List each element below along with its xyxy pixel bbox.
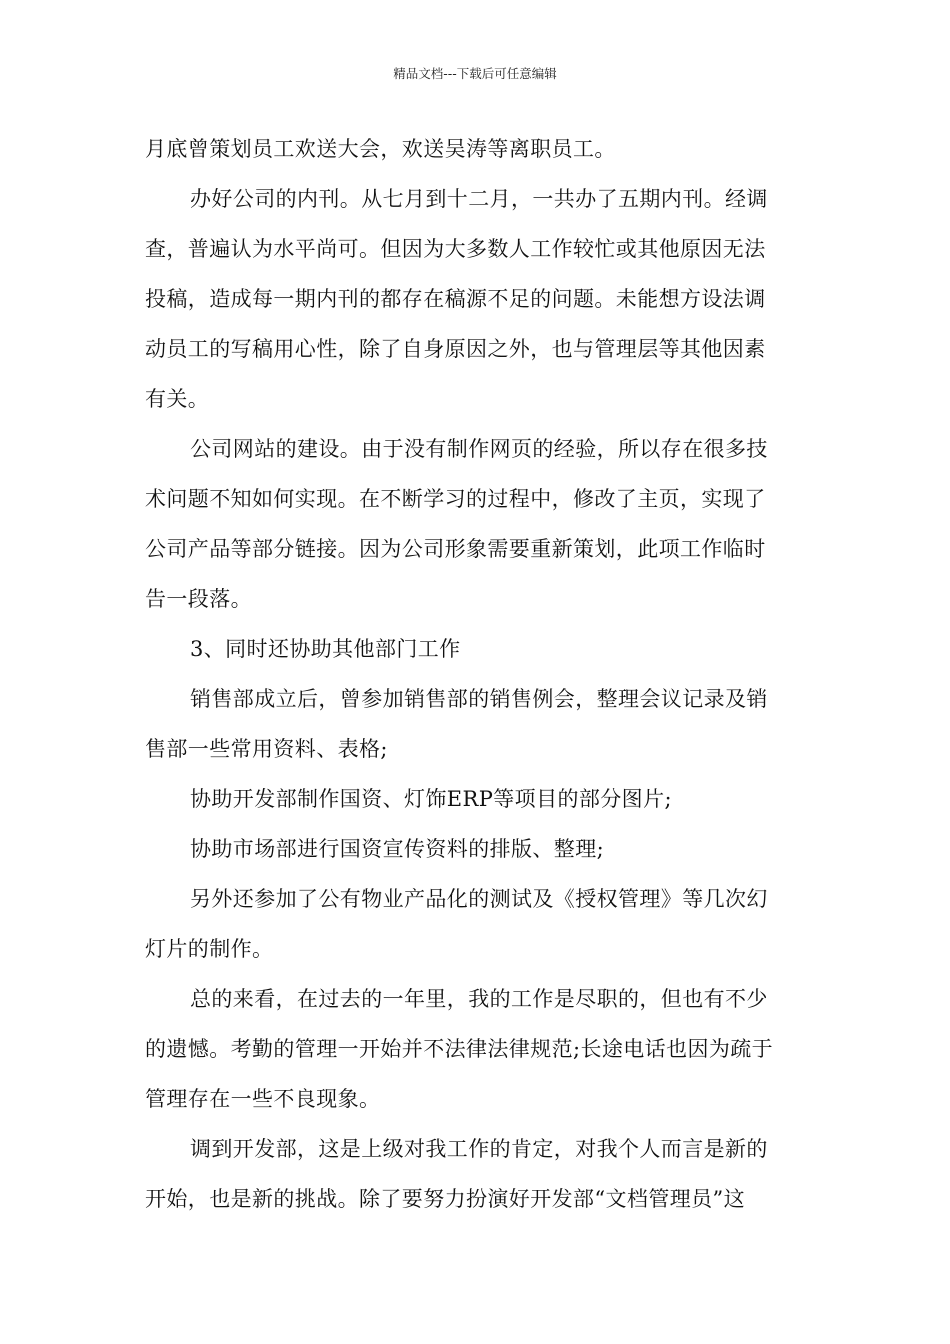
text-line: 查，普遍认为水平尚可。但因为大多数人工作较忙或其他原因无法: [145, 237, 766, 261]
text-line: 动员工的写稿用心性，除了自身原因之外，也与管理层等其他因素: [145, 337, 766, 361]
text-line: 月底曾策划员工欢送大会，欢送吴涛等离职员工。: [145, 137, 616, 161]
text-line: 办好公司的内刊。从七月到十二月，一共办了五期内刊。经调: [190, 187, 768, 211]
text-line: 调到开发部，这是上级对我工作的肯定，对我个人而言是新的: [190, 1137, 768, 1161]
text-line: 协助市场部进行国资宣传资料的排版、整理;: [190, 837, 605, 861]
text-line: 灯片的制作。: [145, 937, 274, 961]
page-header: 精品文档---下载后可任意编辑: [393, 66, 557, 81]
text-line: 公司产品等部分链接。因为公司形象需要重新策划，此项工作临时: [145, 537, 766, 561]
text-line: 总的来看，在过去的一年里，我的工作是尽职的，但也有不少: [190, 987, 768, 1011]
text-line: 协助开发部制作国资、灯饰ERP等项目的部分图片;: [190, 787, 672, 811]
text-line: 投稿，造成每一期内刊的都存在稿源不足的问题。未能想方设法调: [145, 287, 766, 311]
text-line: 另外还参加了公有物业产品化的测试及《授权管理》等几次幻: [190, 887, 768, 911]
text-line: 告一段落。: [145, 587, 252, 611]
section-heading: 3、同时还协助其他部门工作: [190, 637, 461, 661]
text-line: 公司网站的建设。由于没有制作网页的经验，所以存在很多技: [190, 437, 768, 461]
text-line: 术问题不知如何实现。在不断学习的过程中，修改了主页，实现了: [145, 487, 766, 511]
text-line: 销售部成立后，曾参加销售部的销售例会，整理会议记录及销: [190, 687, 768, 711]
text-line: 开始，也是新的挑战。除了要努力扮演好开发部“文档管理员”这: [145, 1187, 746, 1211]
text-line: 的遗憾。考勤的管理一开始并不法律法律规范;长途电话也因为疏于: [145, 1037, 774, 1061]
text-line: 管理存在一些不良现象。: [145, 1087, 381, 1111]
text-line: 有关。: [145, 387, 210, 411]
text-line: 售部一些常用资料、表格;: [145, 737, 388, 761]
document-body: [145, 124, 810, 1224]
